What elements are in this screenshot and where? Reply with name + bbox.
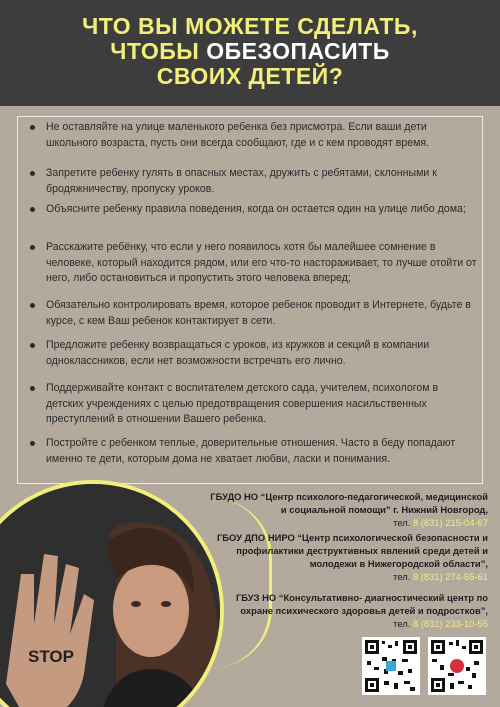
contact-org: ГБОУ ДПО НИРО “Центр психологической безопасности и профилактики деструктивных явлений среди детей и молодежи в Нижегородской области”, (216, 532, 488, 569)
tip-item: Предложите ребенку возвращаться с уроков, из кружков и секций в компании одноклассников, если нет возможности встречать его лично. (28, 338, 478, 369)
contact-block (208, 531, 488, 583)
contact-block (208, 490, 488, 529)
phone-number[interactable]: 8 (831) 215-04-67 (412, 517, 488, 528)
qr-code[interactable] (428, 637, 486, 695)
tip-item: Расскажите ребёнку, что если у него появилось хотя бы малейшее сомнение в человеке, который находится рядом, или его что-то настораживает, то лучше отойти от него, либо остановиться и пропустить этого человека вперед; (28, 240, 478, 287)
title-line-1: ЧТО ВЫ МОЖЕТЕ СДЕЛАТЬ, (82, 13, 418, 39)
page-title (0, 14, 500, 89)
tip-item: Не оставляйте на улице маленького ребенка без присмотра. Если ваши дети школьного возраста, пусть они всегда сообщают, где и с кем проводят время. (28, 120, 478, 151)
qr-code-icon (428, 637, 486, 695)
phone-label: тел. (393, 571, 413, 582)
tip-item: Постройте с ребенком теплые, доверительные отношения. Часто в беду попадают именно те дети, которым дома не хватает любви, ласки и понимания. (28, 436, 478, 467)
phone-number[interactable]: 8 (831) 274-65-61 (412, 571, 488, 582)
contact-org: ГБУЗ НО “Консультативно- диагностический центр по охране психического здоровья детей и подростков”, (235, 592, 488, 616)
contact-phone-row (208, 516, 488, 529)
tip-item: Объясните ребенку правила поведения, когда он остается один на улице либо дома; (28, 202, 466, 218)
phone-label: тел. (393, 517, 413, 528)
qr-code[interactable] (362, 637, 420, 695)
title-line-3: СВОИХ ДЕТЕЙ? (156, 63, 344, 89)
tip-item: Поддерживайте контакт с воспитателем детского сада, учителем, психологом в детских учреждениях с целью предотвращения совершения насильственных преступлений в отношении Вашего ребенка. (28, 381, 478, 428)
phone-label: тел. (393, 618, 413, 629)
title-word-obezopasit: ОБЕЗОПАСИТЬ (206, 38, 390, 64)
contact-org: ГБУДО НО “Центр психолого-педагогической, медицинской и социальной помощи” г. Нижний Новгород, (210, 491, 488, 515)
contact-block (208, 591, 488, 630)
tip-item: Обязательно контролировать время, которое ребенок проводит в Интернете, будьте в курсе, с кем Ваш ребенок контактирует в сети. (28, 298, 478, 329)
phone-number[interactable]: 8 (831) 233-10-55 (412, 618, 488, 629)
contact-phone-row (208, 617, 488, 630)
title-line-2 (0, 39, 500, 64)
child-stop-illustration (0, 484, 224, 707)
stop-text: STOP (28, 647, 74, 666)
tip-item: Запретите ребенку гулять в опасных местах, дружить с ребятами, склонными к бродяжничеству, пропуску уроков. (28, 166, 478, 197)
child-stop-photo (0, 480, 224, 707)
qr-code-icon (362, 637, 420, 695)
title-word-chtoby: ЧТОБЫ (110, 38, 207, 64)
contact-phone-row (208, 570, 488, 583)
